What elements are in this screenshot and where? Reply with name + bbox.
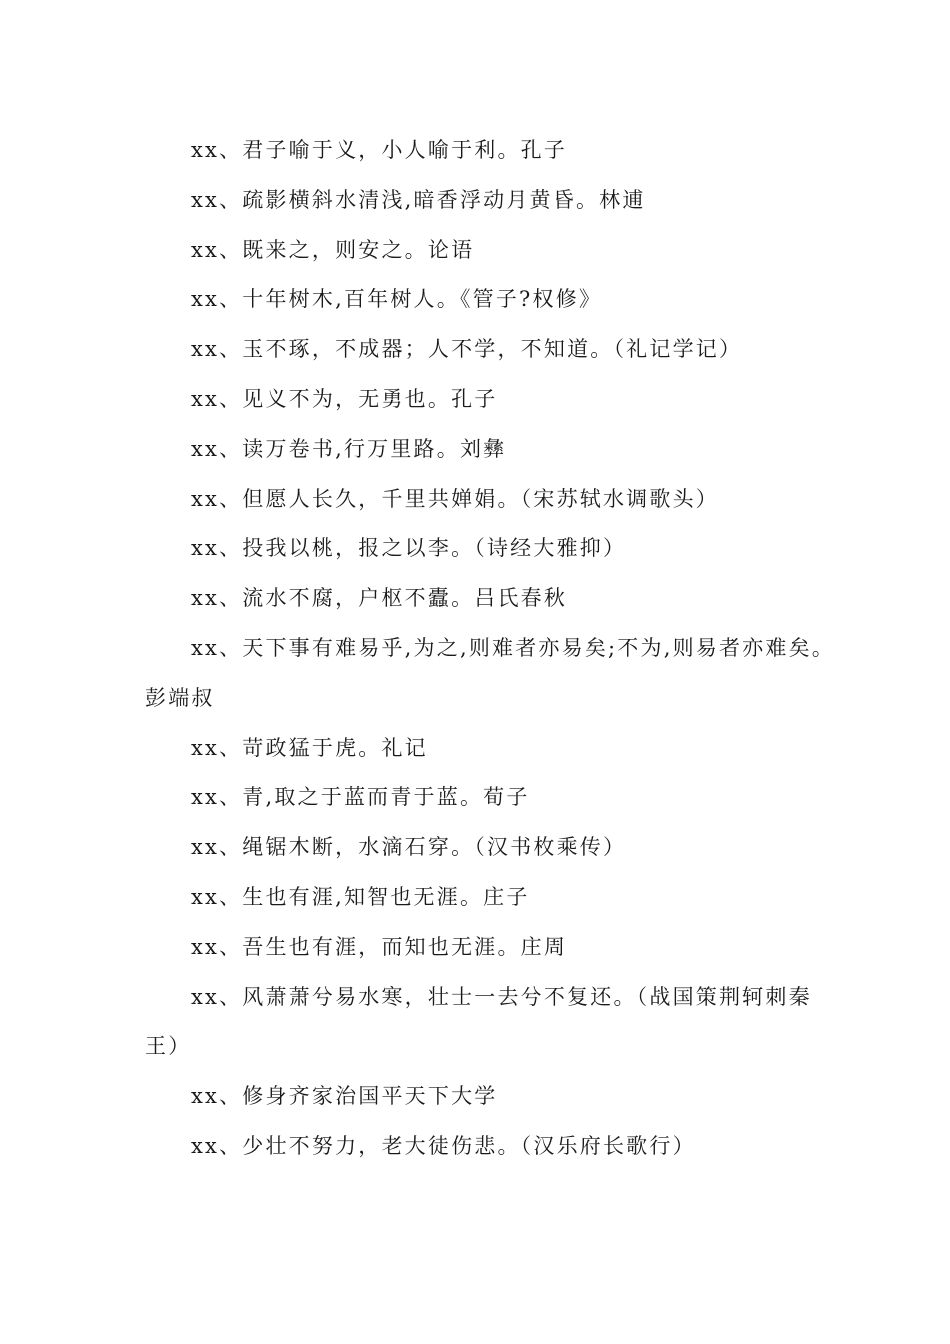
quote-paragraph: xx、修身齐家治国平天下大学 bbox=[191, 1084, 498, 1109]
quote-paragraph: xx、十年树木,百年树人。《管子?权修》 bbox=[191, 287, 603, 312]
quote-paragraph: xx、既来之，则安之。论语 bbox=[191, 237, 475, 262]
quote-paragraph: xx、见义不为，无勇也。孔子 bbox=[191, 386, 498, 411]
quote-paragraph: xx、风萧萧兮易水寒，壮士一去兮不复还。（战国策荆轲刺秦王） bbox=[145, 984, 812, 1059]
quote-paragraph: xx、君子喻于义，小人喻于利。孔子 bbox=[191, 138, 568, 162]
document-body bbox=[145, 126, 835, 1172]
quote-paragraph: xx、流水不腐，户枢不蠹。吕氏春秋 bbox=[191, 586, 568, 611]
quote-paragraph: xx、少壮不努力，老大徒伤悲。（汉乐府长歌行） bbox=[191, 1133, 696, 1158]
quote-paragraph: xx、玉不琢，不成器；人不学，不知道。（礼记学记） bbox=[191, 337, 743, 362]
quote-paragraph: xx、绳锯木断，水滴石穿。（汉书枚乘传） bbox=[191, 835, 627, 860]
quote-paragraph: xx、读万卷书,行万里路。刘彝 bbox=[191, 436, 507, 461]
quote-paragraph: xx、疏影横斜水清浅,暗香浮动月黄昏。林逋 bbox=[191, 187, 646, 212]
quote-paragraph: xx、投我以桃，报之以李。（诗经大雅抑） bbox=[191, 536, 627, 561]
quote-paragraph: xx、天下事有难易乎,为之,则难者亦易矣;不为,则易者亦难矣。彭端叔 bbox=[145, 635, 835, 710]
quote-paragraph: xx、青,取之于蓝而青于蓝。荀子 bbox=[191, 785, 530, 810]
quote-paragraph: xx、生也有涯,知智也无涯。庄子 bbox=[191, 884, 530, 909]
quote-paragraph: xx、但愿人长久，千里共婵娟。（宋苏轼水调歌头） bbox=[191, 486, 719, 511]
quote-paragraph: xx、苛政猛于虎。礼记 bbox=[191, 735, 428, 760]
quote-paragraph: xx、吾生也有涯，而知也无涯。庄周 bbox=[191, 934, 568, 959]
